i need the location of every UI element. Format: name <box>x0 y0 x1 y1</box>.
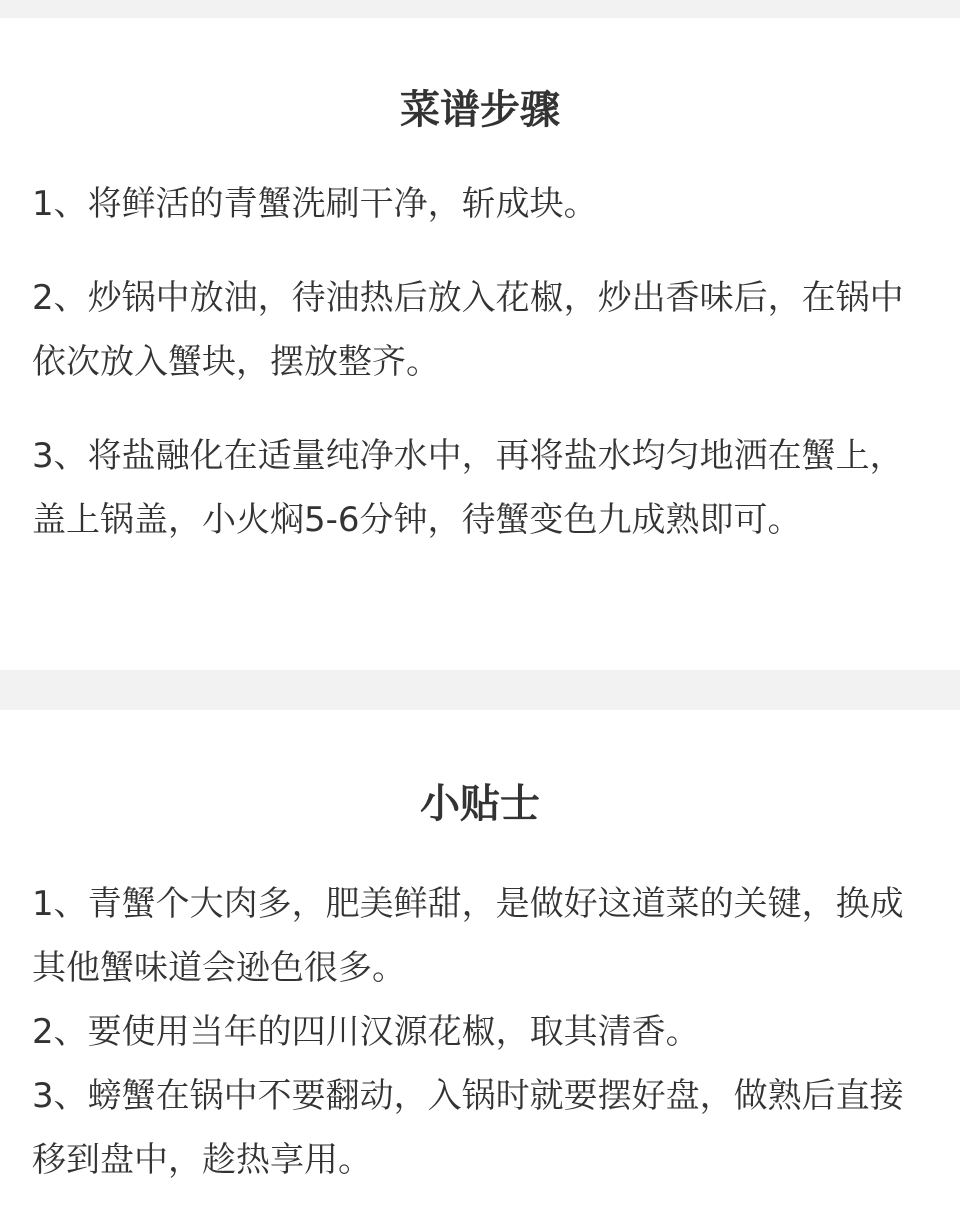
tips-title: 小贴士 <box>420 781 540 827</box>
recipe-step-1: 1、将鲜活的青蟹洗刷干净，斩成块。 <box>32 184 598 224</box>
tip-item-1: 1、青蟹个大肉多，肥美鲜甜，是做好这道菜的关键，换成其他蟹味道会逊色很多。 <box>32 884 904 988</box>
recipe-step-2: 2、炒锅中放油，待油热后放入花椒，炒出香味后，在锅中依次放入蟹块，摆放整齐。 <box>32 278 904 382</box>
tip-item-3: 3、螃蟹在锅中不要翻动，入锅时就要摆好盘，做熟后直接移到盘中，趁热享用。 <box>32 1076 904 1180</box>
recipe-steps-title: 菜谱步骤 <box>400 87 560 133</box>
tips-card <box>0 710 960 1215</box>
recipe-steps-card <box>0 18 960 670</box>
tip-item-2: 2、要使用当年的四川汉源花椒，取其清香。 <box>32 1012 700 1052</box>
tips-list <box>0 872 960 1192</box>
recipe-step-3: 3、将盐融化在适量纯净水中，再将盐水均匀地洒在蟹上，盖上锅盖，小火焖5-6分钟，待蟹变色九成熟即可。 <box>32 436 904 540</box>
recipe-steps-list <box>0 172 960 552</box>
